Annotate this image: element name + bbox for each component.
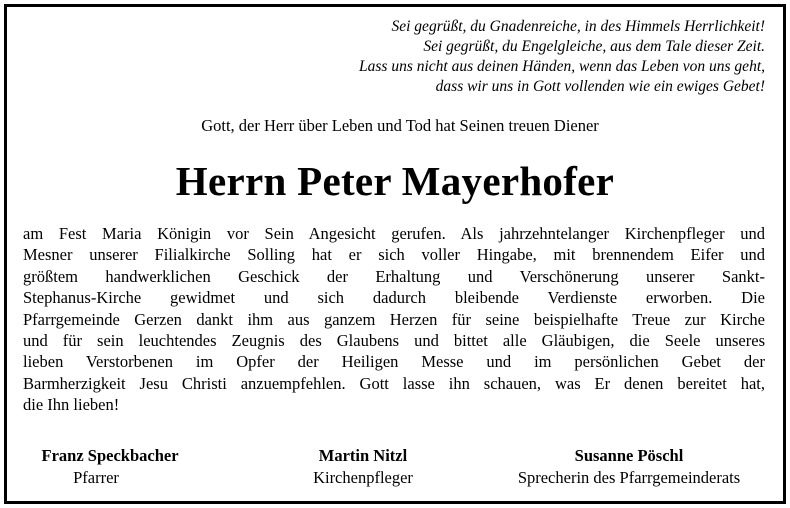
signer-name: Susanne Pöschl: [574, 446, 684, 465]
intro-line: Gott, der Herr über Leben und Tod hat Seinen treuen Diener: [201, 116, 599, 135]
body-line: Barmherzigkeit Jesu Christi anzuempfehlen. Gott lasse ihn schauen, was Er denen bereitet hat,: [23, 373, 765, 393]
signer-role: Kirchenpfleger: [313, 468, 413, 487]
signer-role: Pfarrer: [73, 468, 119, 487]
poem-line: Sei gegrüßt, du Gnadenreiche, in des Himmels Herrlichkeit!: [391, 18, 765, 35]
poem-line: dass wir uns in Gott vollenden wie ein ewiges Gebet!: [435, 78, 765, 95]
body-line: Pfarrgemeinde Gerzen dankt ihm aus ganzem Herzen für seine beispielhafte Treue zur Kirche: [23, 309, 765, 329]
poem-verse: [359, 17, 765, 97]
body-line: die Ihn lieben!: [23, 395, 120, 415]
poem-line: Sei gegrüßt, du Engelgleiche, aus dem Tale dieser Zeit.: [423, 38, 765, 55]
poem-line: Lass uns nicht aus deinen Händen, wenn das Leben von uns geht,: [359, 58, 765, 75]
signer-pastor: [25, 445, 195, 489]
body-line: und für sein leuchtendes Zeugnis des Glaubens und bittet alle Gläubigen, die Seele unseres: [23, 331, 765, 351]
body-line: lieben Verstorbenen im Opfer der Heiligen Messe und im persönlichen Gebet der: [23, 352, 765, 372]
body-line: am Fest Maria Königin vor Sein Angesicht gerufen. Als jahrzehntelanger Kirchenpfleger und: [23, 224, 765, 243]
signer-name: Martin Nitzl: [318, 446, 408, 465]
body-line: Stephanus-Kirche gewidmet und sich dadurch bleibende Verdienste erworben. Die: [23, 288, 765, 308]
signatories: [7, 445, 783, 495]
signer-council-speaker: [491, 445, 767, 489]
signer-name: Franz Speckbacher: [41, 446, 179, 465]
body-line: Mesner unserer Filialkirche Solling hat er sich voller Hingabe, mit brennendem Eifer und: [23, 245, 765, 265]
deceased-name: Herrn Peter Mayerhofer: [175, 158, 615, 204]
body-line: größtem handwerklichen Geschick der Erhaltung und Verschönerung unserer Sankt-: [23, 266, 765, 286]
signer-church-warden: [287, 445, 439, 489]
signer-role: Sprecherin des Pfarrgemeinderats: [517, 468, 741, 487]
obituary-body: [23, 223, 765, 416]
obituary-notice: [4, 4, 786, 504]
